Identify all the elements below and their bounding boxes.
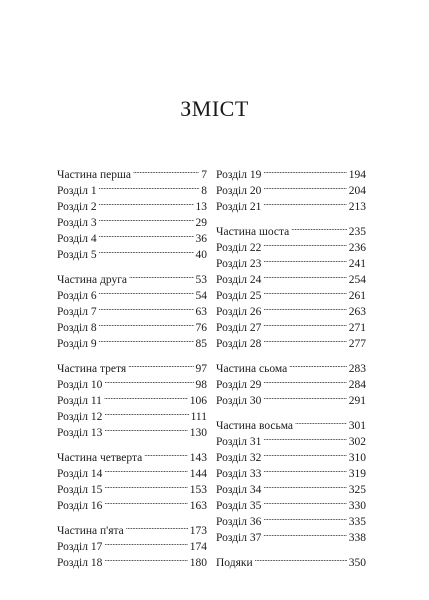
toc-entry-label: Розділ 34 [216,484,262,496]
toc-entry-label: Частина третя [57,363,127,375]
toc-entry-page-number: 310 [348,452,366,464]
toc-entry-label: Розділ 9 [57,338,97,350]
toc-entry-page-number: 130 [189,427,207,439]
dot-leader [99,331,194,347]
toc-entry-page-number: 283 [348,363,366,375]
toc-entry-page-number: 76 [195,322,207,334]
dot-leader [104,534,187,550]
toc-entry [57,162,207,181]
toc-entry-label: Частина шоста [216,226,290,238]
toc-entry-label: Розділ 14 [57,468,103,480]
toc-entry-page-number: 98 [195,379,207,391]
dot-leader [263,493,346,509]
toc-entry-page-number: 63 [195,306,207,318]
toc-entry-label: Розділ 24 [216,274,262,286]
toc-entry-page-number: 254 [348,274,366,286]
toc-entry-label: Розділ 30 [216,395,262,407]
toc-entry-label: Розділ 12 [57,411,103,423]
toc-entry-label: Розділ 27 [216,322,262,334]
dot-leader [291,219,346,235]
toc-entry-label: Розділ 2 [57,201,97,213]
toc-entry-page-number: 301 [348,420,366,432]
toc-entry-page-number: 144 [189,468,207,480]
dot-leader [99,315,194,331]
dot-leader [263,235,346,251]
toc-entry-page-number: 235 [348,226,366,238]
toc-entry-page-number: 143 [189,452,207,464]
toc-entry-page-number: 263 [348,306,366,318]
dot-leader [263,445,346,461]
toc-entry-label: Розділ 25 [216,290,262,302]
dot-leader [129,267,193,283]
dot-leader [99,210,194,226]
toc-entry-label: Розділ 19 [216,169,262,181]
dot-leader [104,461,187,477]
dot-leader [263,525,346,541]
toc-entry [216,356,366,375]
dot-leader [263,388,346,404]
toc-entry-label: Частина восьма [216,420,294,432]
toc-entry-page-number: 106 [189,395,207,407]
dot-leader [263,299,346,315]
toc-entry-page-number: 213 [348,201,366,213]
toc-entry-page-number: 54 [195,290,207,302]
toc-entry-label: Частина друга [57,274,128,286]
toc-entry-page-number: 13 [195,201,207,213]
toc-entry-label: Розділ 23 [216,258,262,270]
toc-entry [57,356,207,375]
toc-entry-page-number: 153 [189,484,207,496]
toc-entry-page-number: 173 [189,525,207,537]
dot-leader [128,356,193,372]
toc-entry-page-number: 261 [348,290,366,302]
toc-entry-label: Розділ 10 [57,379,103,391]
toc-entry-page-number: 8 [201,185,207,197]
toc-entry-label: Розділ 1 [57,185,97,197]
dot-leader [263,194,346,210]
toc-entry-label: Частина четверта [57,452,143,464]
toc-entry-label: Розділ 21 [216,201,262,213]
toc-entry-label: Розділ 36 [216,516,262,528]
dot-leader [104,493,187,509]
toc-entry-label: Частина п'ята [57,525,124,537]
dot-leader [126,518,188,534]
toc-entry-page-number: 236 [348,242,366,254]
page-title: ЗМІСТ [180,96,249,121]
dot-leader [263,477,346,493]
toc-entry-label: Розділ 32 [216,452,262,464]
dot-leader [263,429,346,445]
toc-entry-page-number: 180 [189,557,207,569]
toc-entry-page-number: 350 [348,557,366,569]
dot-leader [133,162,199,178]
dot-leader [104,477,187,493]
toc-entry-page-number: 338 [348,532,366,544]
toc-entry-label: Подяки [216,557,253,569]
dot-leader [263,267,346,283]
toc-entry [216,413,366,432]
toc-entry-page-number: 40 [195,249,207,261]
toc-entry-label: Розділ 28 [216,338,262,350]
dot-leader [104,420,187,436]
toc-entry-page-number: 204 [348,185,366,197]
toc-entry-label: Розділ 18 [57,557,103,569]
dot-leader [263,283,346,299]
toc-entry-label: Розділ 35 [216,500,262,512]
dot-leader [263,315,346,331]
toc-entry-page-number: 29 [195,217,207,229]
dot-leader [263,162,346,178]
dot-leader [104,550,187,566]
toc-entry-page-number: 284 [348,379,366,391]
toc-entry-page-number: 111 [190,411,207,423]
toc-entry-page-number: 277 [348,338,366,350]
toc-entry-label: Розділ 5 [57,249,97,261]
toc-right-column [216,162,366,569]
toc-entry-label: Розділ 16 [57,500,103,512]
toc-entry-label: Розділ 11 [57,395,102,407]
dot-leader [99,178,200,194]
toc-entry-page-number: 163 [189,500,207,512]
dot-leader [263,178,346,194]
dot-leader [263,372,346,388]
toc-left-column [57,162,207,569]
dot-leader [99,283,194,299]
dot-leader [295,413,347,429]
toc-entry-page-number: 302 [348,436,366,448]
toc-entry-label: Розділ 29 [216,379,262,391]
dot-leader [289,356,347,372]
toc-entry [216,550,366,569]
toc-entry-label: Розділ 13 [57,427,103,439]
toc-entry-page-number: 241 [348,258,366,270]
toc-entry-page-number: 85 [195,338,207,350]
toc-entry-label: Розділ 7 [57,306,97,318]
toc-entry-page-number: 325 [348,484,366,496]
toc-entry [216,162,366,181]
toc-entry-label: Розділ 3 [57,217,97,229]
toc-entry-page-number: 335 [348,516,366,528]
dot-leader [104,388,188,404]
dot-leader [99,194,194,210]
toc-entry-page-number: 271 [348,322,366,334]
dot-leader [144,445,188,461]
toc-entry [57,445,207,464]
toc-entry-label: Розділ 33 [216,468,262,480]
dot-leader [263,331,346,347]
toc-entry-label: Частина перша [57,169,131,181]
toc-entry-page-number: 7 [201,169,207,181]
dot-leader [104,372,193,388]
dot-leader [99,242,194,258]
toc-entry-page-number: 36 [195,233,207,245]
dot-leader [104,404,188,420]
toc-entry-label: Розділ 26 [216,306,262,318]
dot-leader [263,251,346,267]
toc-entry-page-number: 53 [195,274,207,286]
toc-entry-label: Розділ 8 [57,322,97,334]
toc-entry-label: Частина сьома [216,363,288,375]
toc-entry-page-number: 174 [189,541,207,553]
dot-leader [99,226,194,242]
toc-entry-label: Розділ 15 [57,484,103,496]
toc-entry-page-number: 330 [348,500,366,512]
toc-entry-page-number: 319 [348,468,366,480]
dot-leader [263,509,346,525]
toc-entry-label: Розділ 37 [216,532,262,544]
toc-entry-label: Розділ 6 [57,290,97,302]
toc-entry-page-number: 291 [348,395,366,407]
toc-entry-page-number: 194 [348,169,366,181]
toc-entry [57,267,207,286]
toc-entry-page-number: 97 [195,363,207,375]
toc-entry [216,219,366,238]
dot-leader [255,550,347,566]
toc-entry-label: Розділ 20 [216,185,262,197]
toc-entry-label: Розділ 22 [216,242,262,254]
toc-entry [57,518,207,537]
toc-entry-label: Розділ 31 [216,436,262,448]
toc-entry-label: Розділ 4 [57,233,97,245]
dot-leader [263,461,346,477]
dot-leader [99,299,194,315]
toc-entry-label: Розділ 17 [57,541,103,553]
